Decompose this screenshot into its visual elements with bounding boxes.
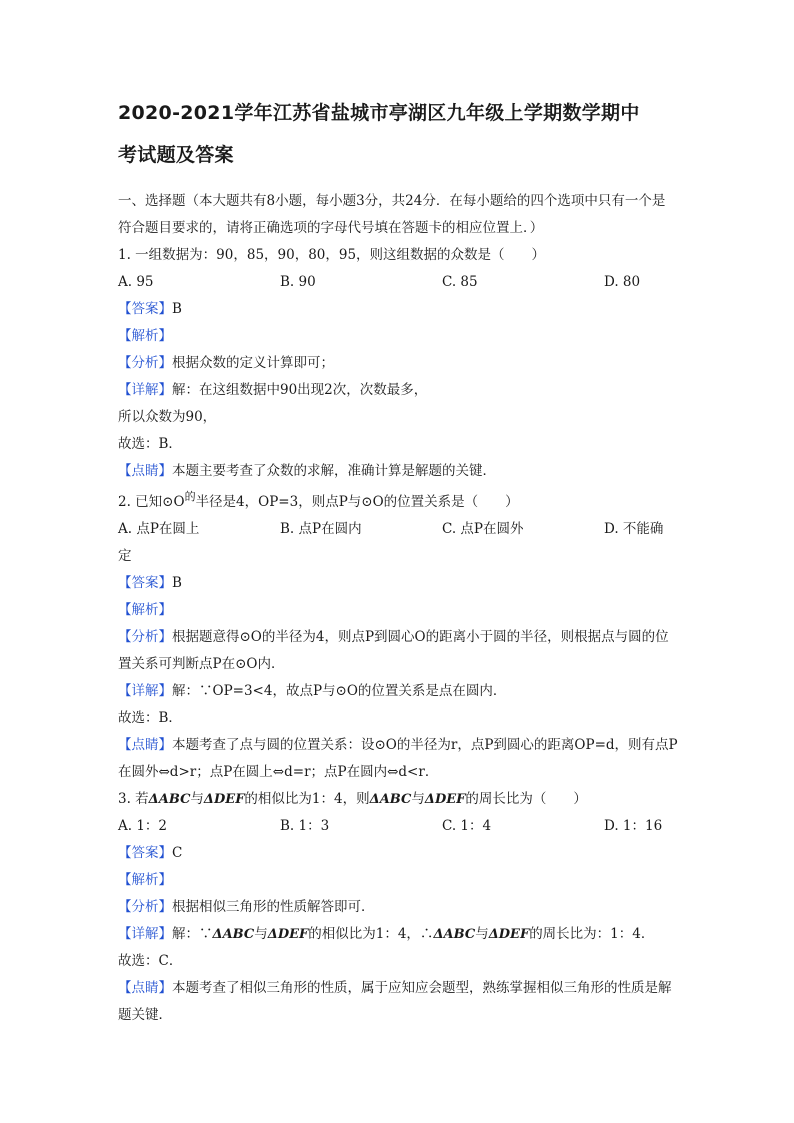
q3-detail-text-2: 故选：C． bbox=[118, 953, 183, 969]
q1-answer bbox=[118, 296, 678, 323]
q1-detail-text-2: 所以众数为90， bbox=[118, 409, 217, 425]
fenxi-tag: 【分析】 bbox=[118, 899, 172, 915]
analysis-tag: 【解析】 bbox=[118, 602, 172, 618]
xiangjie-tag: 【详解】 bbox=[118, 683, 172, 699]
q3-stem bbox=[118, 786, 678, 813]
q2-detail bbox=[118, 678, 678, 705]
fenxi-tag: 【分析】 bbox=[118, 629, 172, 645]
q1-stem: 1. 一组数据为：90，85，90，80，95，则这组数据的众数是（ ） bbox=[118, 247, 546, 263]
q3-option-b: B. 1：3 bbox=[280, 818, 330, 834]
q1-detail-text-3: 故选：B． bbox=[118, 436, 182, 452]
q3-detail-tri-def: ΔDEF bbox=[267, 927, 309, 942]
q2-stem-b: 半径是4，OP=3，则点P与⊙O的位置关系是（ ） bbox=[195, 494, 519, 510]
q2-answer bbox=[118, 570, 678, 597]
q3-detail-tri-def-2: ΔDEF bbox=[488, 927, 530, 942]
fenxi-tag: 【分析】 bbox=[118, 355, 172, 371]
dianjing-tag: 【点睛】 bbox=[118, 980, 172, 996]
q1-dianjing-text: 本题主要考查了众数的求解，准确计算是解题的关键． bbox=[172, 463, 496, 479]
q1-dianjing bbox=[118, 458, 678, 485]
q1-answer-value: B bbox=[172, 301, 182, 317]
q2-option-b: B. 点P在圆内 bbox=[280, 521, 362, 537]
q3-detail-yu: 与 bbox=[254, 926, 268, 942]
q3-stem-mid: 的相似比为1：4，则 bbox=[244, 791, 370, 807]
q1-analysis-head bbox=[118, 323, 678, 350]
q2-dianjing-text: 本题考查了点与圆的位置关系：设⊙O的半径为r，点P到圆心的距离OP=d，则有点P在圆外⇔d>r；点P在圆上⇔d=r；点P在圆内⇔d<r． bbox=[118, 737, 678, 780]
q3-detail-prefix: 解：∵ bbox=[172, 926, 213, 942]
q2-stem bbox=[118, 489, 678, 516]
q1-detail bbox=[118, 377, 678, 404]
doc-title-line-2: 考试题及答案 bbox=[118, 144, 234, 166]
q3-detail-tri-abc-2: ΔABC bbox=[433, 927, 476, 942]
q3-tri-def-2: ΔDEF bbox=[424, 792, 466, 807]
dianjing-tag: 【点睛】 bbox=[118, 737, 172, 753]
q3-answer-value: C bbox=[172, 845, 183, 861]
q2-fenxi-text: 根据题意得⊙O的半径为4，则点P到圆心O的距离小于圆的半径，则根据点与圆的位置关系可判断点P在⊙O内． bbox=[118, 629, 669, 672]
q1-option-d: D. 80 bbox=[604, 274, 641, 290]
q2-options bbox=[118, 516, 678, 543]
q3-detail-end: 的周长比为：1：4． bbox=[529, 926, 655, 942]
q1-option-c: C. 85 bbox=[442, 274, 478, 290]
document-page bbox=[118, 92, 678, 1029]
analysis-tag: 【解析】 bbox=[118, 328, 172, 344]
xiangjie-tag: 【详解】 bbox=[118, 382, 172, 398]
q1-option-b: B. 90 bbox=[280, 274, 316, 290]
q3-detail-tri-abc: ΔABC bbox=[212, 927, 255, 942]
q3-dianjing bbox=[118, 975, 678, 1029]
q2-answer-value: B bbox=[172, 575, 182, 591]
q1-options bbox=[118, 269, 678, 296]
q2-stem-sup: 的 bbox=[184, 490, 196, 503]
section-intro: 一、选择题（本大题共有8小题，每小题3分，共24分．在每小题给的四个选项中只有一个是符合题目要求的，请将正确选项的字母代号填在答题卡的相应位置上．） bbox=[118, 193, 666, 236]
q1-fenxi bbox=[118, 350, 678, 377]
q2-detail-text-2: 故选：B． bbox=[118, 710, 182, 726]
q3-stem-prefix: 3. 若 bbox=[118, 791, 149, 807]
q3-option-d: D. 1：16 bbox=[604, 818, 663, 834]
answer-tag: 【答案】 bbox=[118, 301, 172, 317]
q2-stem-a: 2. 已知⊙O bbox=[118, 494, 185, 510]
answer-tag: 【答案】 bbox=[118, 575, 172, 591]
answer-tag: 【答案】 bbox=[118, 845, 172, 861]
q3-tri-def: ΔDEF bbox=[203, 792, 245, 807]
q3-tri-abc-2: ΔABC bbox=[369, 792, 412, 807]
q3-yu: 与 bbox=[190, 791, 204, 807]
q1-fenxi-text: 根据众数的定义计算即可； bbox=[172, 355, 334, 371]
q3-fenxi-text: 根据相似三角形的性质解答即可． bbox=[172, 899, 375, 915]
analysis-tag: 【解析】 bbox=[118, 872, 172, 888]
q3-analysis-head bbox=[118, 867, 678, 894]
q3-detail bbox=[118, 921, 678, 948]
dianjing-tag: 【点睛】 bbox=[118, 463, 172, 479]
q3-detail-mid: 的相似比为1：4，∴ bbox=[308, 926, 434, 942]
q2-fenxi bbox=[118, 624, 678, 678]
q2-dianjing bbox=[118, 732, 678, 786]
q2-option-a: A. 点P在圆上 bbox=[118, 521, 200, 537]
q2-option-c: C. 点P在圆外 bbox=[442, 521, 524, 537]
q3-option-a: A. 1：2 bbox=[118, 818, 168, 834]
q3-options bbox=[118, 813, 678, 840]
q2-option-wrap: 定 bbox=[118, 548, 132, 564]
doc-title-line-1: 2020-2021学年江苏省盐城市亭湖区九年级上学期数学期中 bbox=[118, 102, 640, 124]
q3-tri-abc: ΔABC bbox=[148, 792, 191, 807]
q3-stem-end: 的周长比为（ ） bbox=[465, 791, 587, 807]
xiangjie-tag: 【详解】 bbox=[118, 926, 172, 942]
q3-option-c: C. 1：4 bbox=[442, 818, 492, 834]
q2-detail-text-1: 解：∵OP=3<4，故点P与⊙O的位置关系是点在圆内． bbox=[172, 683, 507, 699]
q3-detail-yu-2: 与 bbox=[475, 926, 489, 942]
q2-option-d: D. 不能确 bbox=[604, 521, 664, 537]
q3-fenxi bbox=[118, 894, 678, 921]
q3-answer bbox=[118, 840, 678, 867]
q1-detail-text-1: 解：在这组数据中90出现2次，次数最多， bbox=[172, 382, 428, 398]
q2-analysis-head bbox=[118, 597, 678, 624]
q3-dianjing-text: 本题考查了相似三角形的性质，属于应知应会题型，熟练掌握相似三角形的性质是解题关键． bbox=[118, 980, 672, 1023]
q1-option-a: A. 95 bbox=[118, 274, 154, 290]
q3-yu-2: 与 bbox=[411, 791, 425, 807]
